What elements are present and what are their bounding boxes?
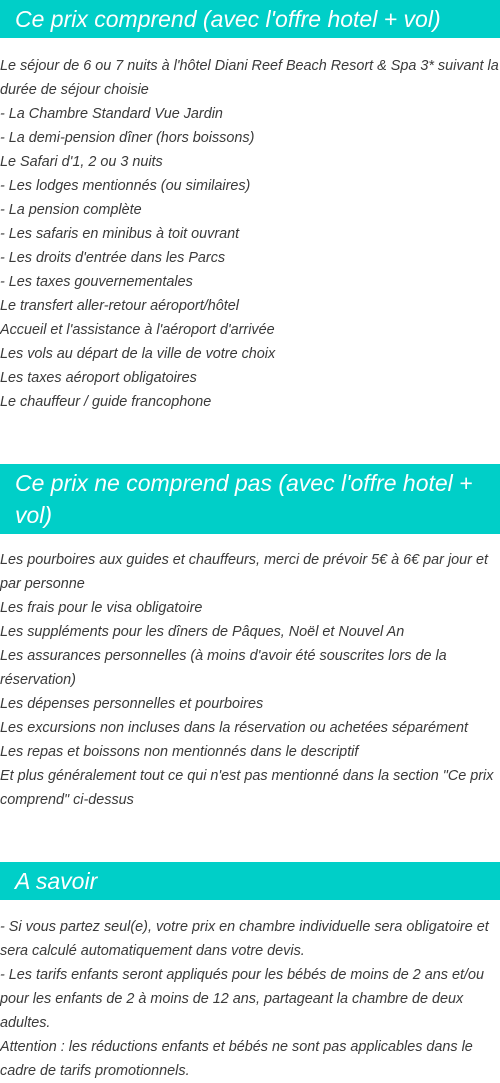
list-item: Accueil et l'assistance à l'aéroport d'arrivée — [0, 322, 275, 338]
good-to-know-list — [0, 915, 500, 1083]
included-section-title: Ce prix comprend (avec l'offre hotel + vol) — [0, 0, 500, 38]
list-item: Les taxes aéroport obligatoires — [0, 370, 197, 386]
list-item: Les pourboires aux guides et chauffeurs, merci de prévoir 5€ à 6€ par jour et par personne — [0, 552, 488, 592]
list-item: Les dépenses personnelles et pourboires — [0, 696, 264, 712]
list-item: - Les lodges mentionnés (ou similaires) — [0, 178, 251, 194]
list-item: Les excursions non incluses dans la réservation ou achetées séparément — [0, 720, 468, 736]
included-list — [0, 54, 500, 414]
list-item: Et plus généralement tout ce qui n'est pas mentionné dans la section "Ce prix comprend" ci-dessus — [0, 768, 494, 808]
list-item: - Les tarifs enfants seront appliqués pour les bébés de moins de 2 ans et/ou pour les enfants de 2 à moins de 12 ans, partageant la chambre de deux adultes. — [0, 967, 484, 1031]
list-item: - La pension complète — [0, 202, 142, 218]
list-item: Les frais pour le visa obligatoire — [0, 600, 203, 616]
list-item: - Les taxes gouvernementales — [0, 274, 193, 290]
list-item: Le séjour de 6 ou 7 nuits à l'hôtel Diani Reef Beach Resort & Spa 3* suivant la durée de séjour choisie — [0, 58, 499, 98]
not-included-list — [0, 548, 500, 812]
list-item: - La Chambre Standard Vue Jardin — [0, 106, 223, 122]
list-item: - La demi-pension dîner (hors boissons) — [0, 130, 255, 146]
list-item: - Les safaris en minibus à toit ouvrant — [0, 226, 240, 242]
list-item: - Les droits d'entrée dans les Parcs — [0, 250, 226, 266]
list-item: Le transfert aller-retour aéroport/hôtel — [0, 298, 239, 314]
list-item: Attention : les réductions enfants et bébés ne sont pas applicables dans le cadre de tarifs promotionnels. — [0, 1039, 473, 1079]
list-item: Les repas et boissons non mentionnés dans le descriptif — [0, 744, 359, 760]
list-item: Le chauffeur / guide francophone — [0, 394, 212, 410]
list-item: Les assurances personnelles (à moins d'avoir été souscrites lors de la réservation) — [0, 648, 447, 688]
list-item: - Si vous partez seul(e), votre prix en chambre individuelle sera obligatoire et sera calculé automatiquement dans votre devis. — [0, 919, 489, 959]
not-included-section-title: Ce prix ne comprend pas (avec l'offre hotel + vol) — [0, 464, 500, 534]
list-item: Les vols au départ de la ville de votre choix — [0, 346, 276, 362]
list-item: Le Safari d'1, 2 ou 3 nuits — [0, 154, 163, 170]
list-item: Les suppléments pour les dîners de Pâques, Noël et Nouvel An — [0, 624, 405, 640]
good-to-know-section-title: A savoir — [0, 862, 500, 900]
